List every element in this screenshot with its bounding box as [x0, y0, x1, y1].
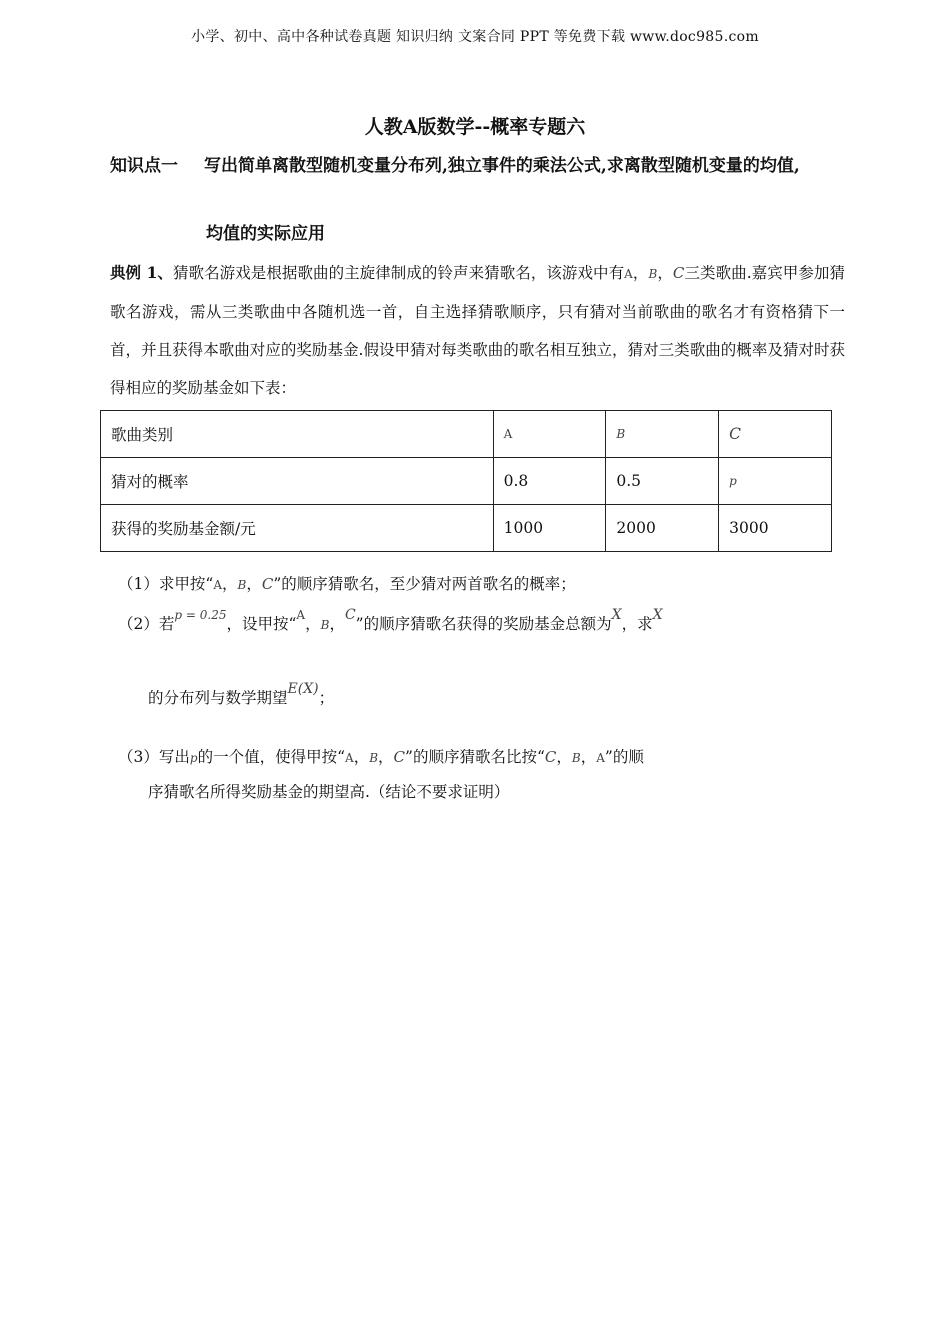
question-3-text: ”的顺序猜歌名比按“ — [405, 748, 545, 766]
example-sep-2: ， — [657, 264, 673, 282]
question-3 — [118, 740, 838, 809]
question-2-number: （2） — [118, 615, 159, 633]
table-cell: 猜对的概率 — [101, 458, 494, 505]
page-header: 小学、初中、高中各种试卷真题 知识归纳 文案合同 PPT 等免费下载 www.doc985.com — [191, 29, 759, 45]
question-2-continuation — [148, 681, 335, 708]
table-cell: 歌曲类别 — [101, 411, 494, 458]
question-2-text: 的分布列与数学期望 — [148, 689, 288, 707]
example-label: 典例 1、 — [110, 263, 173, 282]
example-var-b: B — [648, 267, 658, 281]
table-row — [101, 505, 832, 552]
question-2-text: ，设甲按“ — [226, 615, 297, 633]
question-3-text: 的一个值，使得甲按“ — [197, 748, 346, 766]
question-2-text: ”的顺序猜歌名获得的奖励基金总额为 — [355, 615, 612, 633]
var-c: C — [544, 748, 557, 766]
question-1-text-end: ”的顺序猜歌名，至少猜对两首歌名的概率； — [273, 575, 576, 593]
table-cell: C — [719, 411, 832, 458]
var-c: C — [261, 575, 274, 593]
knowledge-point — [110, 148, 845, 184]
separator: ， — [378, 748, 394, 766]
separator: ， — [580, 748, 597, 766]
question-2-text-end: ； — [318, 689, 335, 707]
var-x: X — [652, 607, 663, 623]
var-p: p — [189, 751, 198, 765]
var-b: B — [369, 751, 379, 765]
table-cell: 1000 — [493, 505, 606, 552]
question-1-text: 求甲按“ — [158, 575, 214, 593]
example-text-2: 三类歌曲.嘉宾甲参加猜歌名游戏，需从三类歌曲中各随机选一首，自主选择猜歌顺序，只有猜对当前歌曲的歌名才有资格猜下一首，并且获得本歌曲对应的奖励基金.假设甲猜对每类歌曲的歌名相互独立，猜对三类歌曲的概率及猜对时获得相应的奖励基金如下表： — [110, 264, 845, 397]
table-cell: p — [719, 458, 832, 505]
table-cell: 2000 — [606, 505, 719, 552]
separator: ， — [246, 575, 262, 593]
example-var-a: A — [624, 267, 633, 281]
example-paragraph — [110, 254, 845, 407]
question-1-number: （1） — [118, 575, 159, 593]
example-text-1: 猜歌名游戏是根据歌曲的主旋律制成的铃声来猜歌名，该游戏中有 — [172, 264, 625, 282]
var-a: A — [345, 751, 354, 765]
var-a: A — [596, 751, 605, 765]
separator: ， — [353, 748, 370, 766]
document-title: 人教A版数学--概率专题六 — [364, 116, 586, 138]
var-x: X — [611, 607, 622, 623]
expectation-formula: E(X) — [287, 681, 319, 697]
var-c: C — [393, 748, 406, 766]
table-row — [101, 411, 832, 458]
table-cell: 3000 — [719, 505, 832, 552]
table-cell: A — [493, 411, 606, 458]
table-cell: 0.5 — [606, 458, 719, 505]
var-b: B — [571, 751, 581, 765]
table-cell: 0.8 — [493, 458, 606, 505]
knowledge-point-sub: 均值的实际应用 — [206, 224, 325, 244]
table-cell: B — [606, 411, 719, 458]
var-a: A — [213, 578, 222, 592]
var-a: A — [296, 608, 306, 622]
separator: ， — [329, 615, 345, 633]
question-3-text-line-2: 序猜歌名所得奖励基金的期望高.（结论不要求证明） — [148, 783, 510, 801]
table-row — [101, 458, 832, 505]
question-3-text: 写出 — [158, 748, 190, 766]
question-1 — [118, 572, 576, 594]
var-b: B — [320, 618, 330, 632]
var-c: C — [344, 607, 356, 623]
var-b: B — [237, 578, 247, 592]
separator: ， — [305, 615, 321, 633]
data-table — [100, 410, 832, 552]
knowledge-point-text: 写出简单离散型随机变量分布列,独立事件的乘法公式,求离散型随机变量的均值, — [204, 156, 800, 176]
question-2 — [118, 607, 838, 634]
question-3-text: ”的顺 — [604, 748, 644, 766]
separator: ， — [221, 575, 238, 593]
condition-formula: p = 0.25 — [174, 608, 227, 622]
question-3-number: （3） — [118, 748, 159, 766]
knowledge-point-label: 知识点一 — [110, 156, 178, 176]
table-cell: 获得的奖励基金额/元 — [101, 505, 494, 552]
question-2-text: 若 — [158, 615, 175, 633]
example-var-c: C — [672, 264, 685, 282]
separator: ， — [556, 748, 572, 766]
question-2-text: ，求 — [621, 615, 653, 633]
example-sep-1: ， — [632, 264, 649, 282]
